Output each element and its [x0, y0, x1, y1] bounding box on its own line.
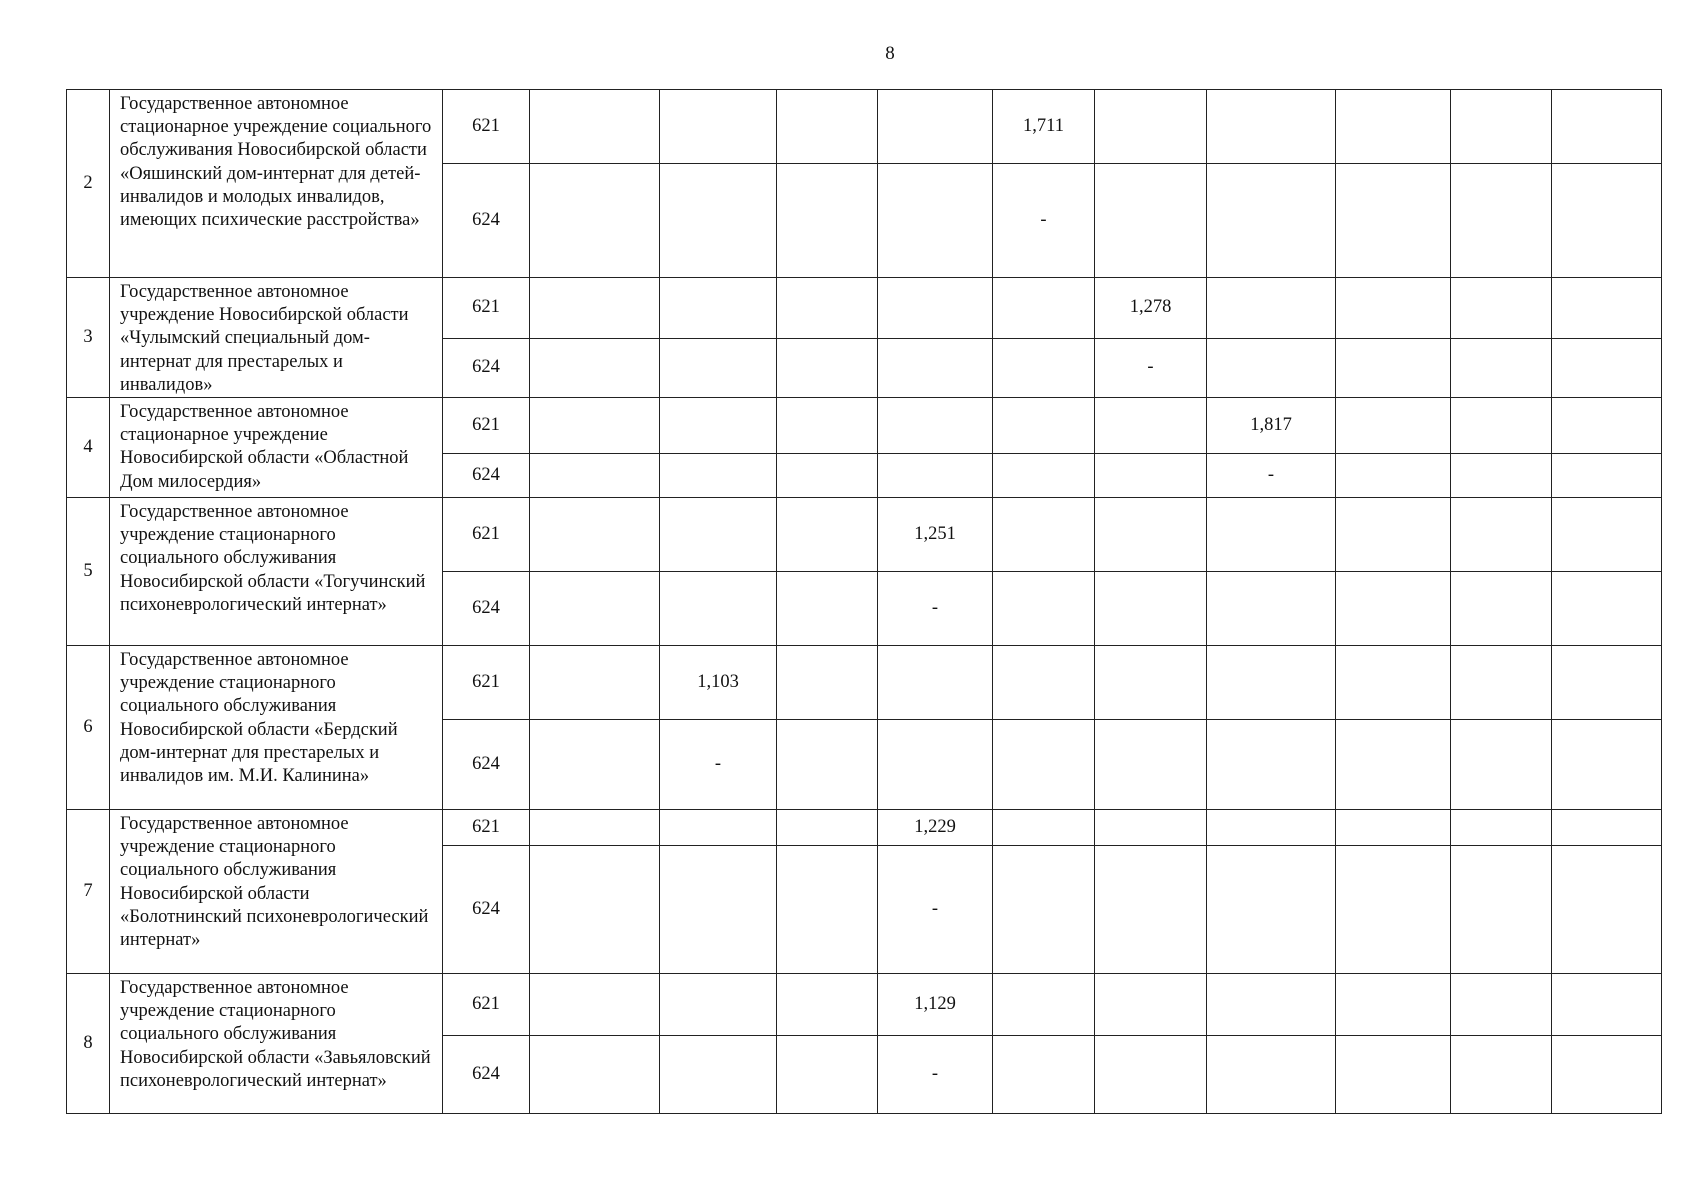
- table-row: [67, 646, 1662, 720]
- value-cell: 1,103: [660, 646, 777, 720]
- dash-cell: -: [660, 720, 777, 810]
- table-row: [67, 974, 1662, 1036]
- row-number: 6: [67, 646, 110, 810]
- dash-cell: -: [878, 1036, 993, 1114]
- institution-name: Государственное автономное учреждение стационарного социального обслуживания Новосибирской области «Завьяловский психоневрологический интернат»: [110, 974, 443, 1114]
- code-cell: 621: [443, 398, 530, 454]
- value-cell: 1,229: [878, 810, 993, 846]
- table-row: [67, 810, 1662, 846]
- institution-name: Государственное автономное учреждение стационарного социального обслуживания Новосибирской области «Тогучинский психоневрологический интернат»: [110, 498, 443, 646]
- dash-cell: -: [878, 572, 993, 646]
- code-cell: 624: [443, 572, 530, 646]
- row-number: 4: [67, 398, 110, 498]
- table-row: [67, 278, 1662, 339]
- code-cell: 624: [443, 164, 530, 278]
- code-cell: 624: [443, 454, 530, 498]
- value-cell: 1,251: [878, 498, 993, 572]
- page-number: 8: [885, 43, 895, 64]
- code-cell: 624: [443, 846, 530, 974]
- code-cell: 621: [443, 498, 530, 572]
- dash-cell: -: [1207, 454, 1336, 498]
- allocation-table: [66, 89, 1662, 1114]
- code-cell: 621: [443, 646, 530, 720]
- table-row: [67, 398, 1662, 454]
- value-cell: 1,129: [878, 974, 993, 1036]
- institution-name: Государственное автономное стационарное учреждение Новосибирской области «Областной Дом милосердия»: [110, 398, 443, 498]
- dash-cell: -: [1095, 338, 1207, 398]
- code-cell: 624: [443, 338, 530, 398]
- code-cell: 621: [443, 278, 530, 339]
- institution-name: Государственное автономное учреждение Новосибирской области «Чулымский специальный дом-интернат для престарелых и инвалидов»: [110, 278, 443, 398]
- row-number: 7: [67, 810, 110, 974]
- code-cell: 624: [443, 720, 530, 810]
- table-row: [67, 90, 1662, 164]
- row-number: 2: [67, 90, 110, 278]
- value-cell: 1,711: [993, 90, 1095, 164]
- code-cell: 621: [443, 974, 530, 1036]
- institution-name: Государственное автономное учреждение стационарного социального обслуживания Новосибирской области «Бердский дом-интернат для престарелых и инвалидов им. М.И. Калинина»: [110, 646, 443, 810]
- code-cell: 621: [443, 810, 530, 846]
- code-cell: 624: [443, 1036, 530, 1114]
- table-row: [67, 498, 1662, 572]
- value-cell: 1,817: [1207, 398, 1336, 454]
- row-number: 5: [67, 498, 110, 646]
- row-number: 8: [67, 974, 110, 1114]
- dash-cell: -: [878, 846, 993, 974]
- code-cell: 621: [443, 90, 530, 164]
- row-number: 3: [67, 278, 110, 398]
- value-cell: 1,278: [1095, 278, 1207, 339]
- institution-name: Государственное автономное стационарное учреждение социального обслуживания Новосибирской области «Ояшинский дом-интернат для детей-инвалидов и молодых инвалидов, имеющих психические расстройства»: [110, 90, 443, 278]
- dash-cell: -: [993, 164, 1095, 278]
- institution-name: Государственное автономное учреждение стационарного социального обслуживания Новосибирской области «Болотнинский психоневрологический интернат»: [110, 810, 443, 974]
